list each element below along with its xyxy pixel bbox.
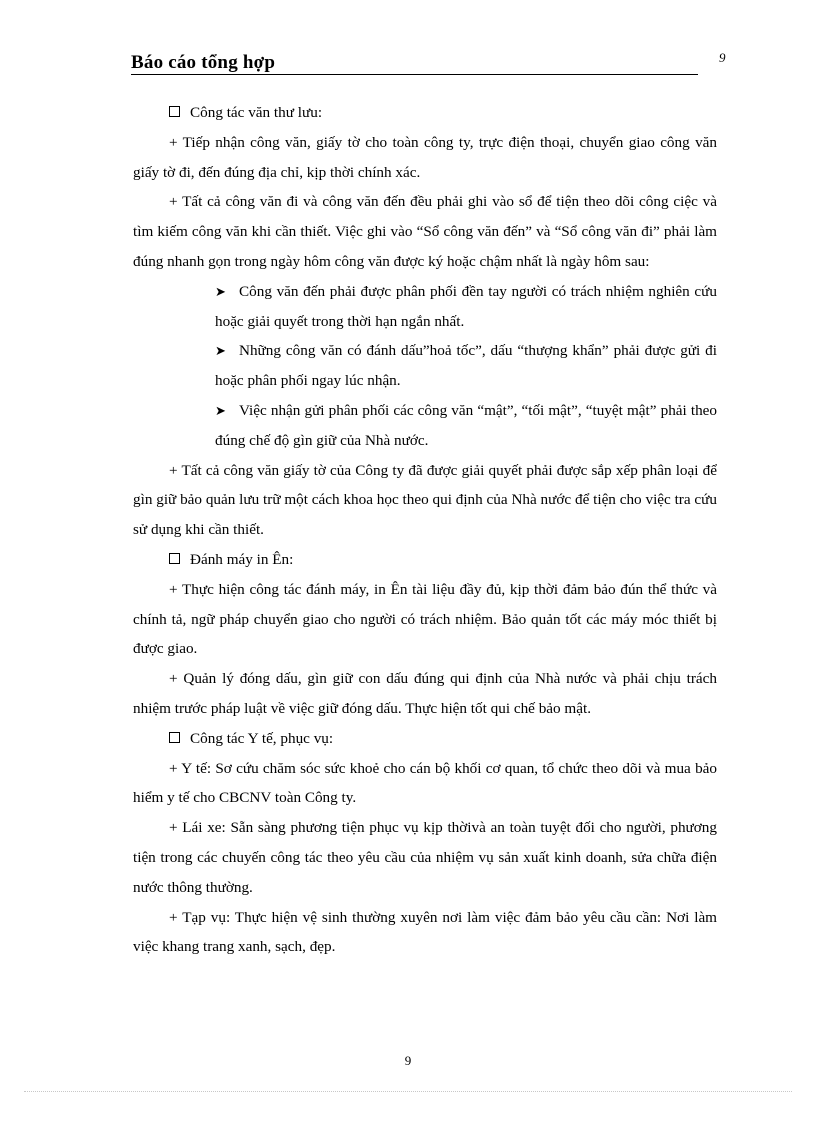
square-bullet-icon bbox=[169, 106, 180, 117]
paragraph: + Thực hiện công tác đánh máy, in Ên tài liệu đầy đủ, kịp thời đảm bảo đún thể thức và chính tả, ngữ pháp chuyển giao cho người có trách nhiệm. Bảo quản tốt các máy móc thiết bị được giao. bbox=[133, 580, 717, 658]
sub-item: ➤ Việc nhận gửi phân phối các công văn “mật”, “tối mật”, “tuyệt mật” phải theo đúng chế độ gìn giữ của Nhà nước. bbox=[133, 396, 717, 456]
sub-item: ➤ Những công văn có đánh dấu”hoả tốc”, dấu “thượng khẩn” phải được gửi đi hoặc phân phối ngay lúc nhận. bbox=[133, 336, 717, 396]
document-body bbox=[133, 98, 717, 962]
arrow-bullet-icon: ➤ bbox=[215, 402, 226, 418]
paragraph: + Quản lý đóng dấu, gìn giữ con dấu đúng qui định của Nhà nước và phải chịu trách nhiệm trước pháp luật về việc giữ đóng dấu. Thực hiện tốt qui chế bảo mật. bbox=[133, 670, 717, 717]
section-heading-van-thu: Công tác văn thư lưu: bbox=[133, 98, 717, 128]
section-heading-y-te: Công tác Y tế, phục vụ: bbox=[133, 724, 717, 754]
paragraph: + Tạp vụ: Thực hiện vệ sinh thường xuyên nơi làm việc đảm bảo yêu cầu cần: Nơi làm việc khang trang xanh, sạch, đẹp. bbox=[133, 908, 717, 956]
paragraph: + Tất cả công văn giấy tờ của Công ty đã được giải quyết phải được sắp xếp phân loại để gìn giữ bảo quản lưu trữ một cách khoa học theo qui định của Nhà nước để tiện cho việc tra cứu sử dụng khi cần thiết. bbox=[133, 461, 717, 539]
paragraph: + Tiếp nhận công văn, giấy tờ cho toàn công ty, trực điện thoại, chuyển giao công văn giấy tờ đi, đến đúng địa chỉ, kịp thời chính xác. bbox=[133, 133, 717, 181]
square-bullet-icon bbox=[169, 732, 180, 743]
header-corner-number: 9 bbox=[719, 50, 726, 65]
page-header bbox=[131, 52, 698, 75]
page-bottom-divider bbox=[24, 1091, 792, 1092]
header-title: Báo cáo tổng hợp bbox=[131, 52, 276, 73]
section-heading-danh-may: Đánh máy in Ên: bbox=[133, 545, 717, 575]
square-bullet-icon bbox=[169, 553, 180, 564]
arrow-bullet-icon: ➤ bbox=[215, 343, 226, 359]
arrow-bullet-icon: ➤ bbox=[215, 283, 226, 299]
paragraph: + Tất cả công văn đi và công văn đến đều phải ghi vào sổ để tiện theo dõi công ciệc và tìm kiếm công văn khi cần thiết. Việc ghi vào “Sổ công văn đến” và “Sổ công văn đi” phải làm đúng nhanh gọn trong ngày hôm công văn được ký hoặc chậm nhất là ngày hôm sau: bbox=[133, 193, 717, 270]
paragraph: + Y tế: Sơ cứu chăm sóc sức khoẻ cho cán bộ khối cơ quan, tổ chức theo dõi và mua bảo hiểm y tế cho CBCNV toàn Công ty. bbox=[133, 759, 717, 807]
paragraph: + Lái xe: Sẵn sàng phương tiện phục vụ kịp thờivà an toàn tuyệt đối cho người, phương tiện trong các chuyến công tác theo yêu cầu của nhiệm vụ sản xuất kinh doanh, sửa chữa điện nước thông thường. bbox=[133, 819, 717, 896]
page-number: 9 bbox=[404, 1053, 412, 1068]
sub-item: ➤ Công văn đến phải được phân phối đền tay người có trách nhiệm nghiên cứu hoặc giải quyết trong thời hạn ngắn nhất. bbox=[133, 277, 717, 337]
